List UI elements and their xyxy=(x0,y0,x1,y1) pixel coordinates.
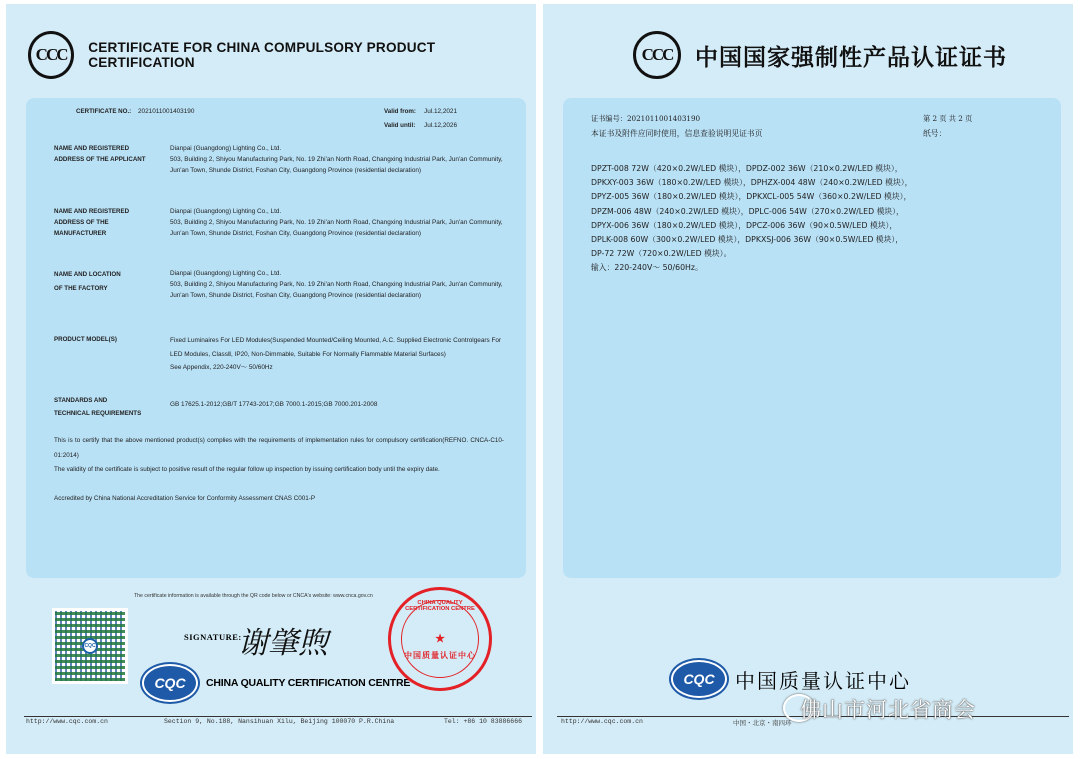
valid-until-label: Valid until: xyxy=(384,122,416,129)
cert-no-cn: 证书编号：2021011001403190 xyxy=(591,114,701,123)
qr-code[interactable] xyxy=(52,608,128,684)
footer-url-en[interactable]: http://www.cqc.com.cn xyxy=(26,718,108,725)
factory-row xyxy=(54,268,509,320)
qr-cqc-icon: CQC xyxy=(82,638,98,654)
usage-note: 本证书及附件应同时使用，信息查验说明见证书页 xyxy=(591,129,763,138)
model-list xyxy=(591,162,1051,261)
qr-note: The certificate information is available through the QR code below or CNCA's website: www.cnca.gov.cn xyxy=(134,593,373,599)
accreditation-statement: Accredited by China National Accreditation Service for Conformity Assessment CNAS C001-P xyxy=(54,495,316,502)
centre-name-cn: 中国质量认证中心 xyxy=(735,668,911,693)
ccc-logo-icon: CCC xyxy=(28,31,74,79)
ccc-logo-icon: CCC xyxy=(633,31,681,79)
footer-address-en: Section 9, No.188, Nansihuan Xilu, Beijing 100070 P.R.China xyxy=(164,718,395,725)
model-line: DPLK-008 60W（300×0.2W/LED 模块），DPKXSJ-006 36W（90×0.5W/LED 模块）， xyxy=(591,235,904,245)
product-value: Fixed Luminaires For LED Modules(Suspended Mounted/Ceiling Mounted, A.C. Supplied Electronic Controlgears For LED Modules, ClassⅡ, IP20, Non-Dimmable, Suitable For Normally Flammable Material Surfaces) See Appendix, 220-240V～ 50/60Hz xyxy=(170,337,502,371)
seal-star: ★ xyxy=(435,633,445,645)
footer-tel: Tel: +86 10 83886666 xyxy=(444,718,523,725)
model-line: DPZT-008 72W（420×0.2W/LED 模块），DPDZ-002 36W（210×0.2W/LED 模块）， xyxy=(591,164,903,173)
cqc-logo-icon: CQC xyxy=(142,664,198,702)
model-line: DPYZ-005 36W（180×0.2W/LED 模块），DPKXCL-005 54W（360×0.2W/LED 模块）， xyxy=(591,192,912,202)
qr-pattern xyxy=(55,611,125,681)
applicant-label: NAME AND REGISTERED ADDRESS OF THE APPLICANT xyxy=(54,145,146,163)
product-label: PRODUCT MODEL(S) xyxy=(54,336,117,343)
input-rating: 输入：220-240V～ 50/60Hz。 xyxy=(591,263,703,272)
manufacturer-row xyxy=(54,206,509,258)
signature: 谢肇煦 xyxy=(238,626,328,661)
official-seal xyxy=(388,587,492,691)
valid-until-value: Jul.12,2026 xyxy=(424,122,458,129)
model-line: DPZM-006 48W（240×0.2W/LED 模块），DPLC-006 54W（270×0.2W/LED 模块）， xyxy=(591,206,904,216)
certificate-english-page xyxy=(6,4,536,754)
seal-inner-text: 中国质量认证中心 xyxy=(404,651,476,660)
applicant-value: Dianpai (Guangdong) Lighting Co., Ltd. 503, Building 2, Shiyou Manufacturing Park, No. 19 Zhi'an North Road, Changxing Industrial Park, Jun'an Community, Jun'an Town, Shunde District, Foshan City, Guangdong Province (residential declaration) xyxy=(170,145,503,175)
cqc-logo-en xyxy=(142,664,410,702)
valid-from-value: Jul.12,2021 xyxy=(424,108,458,115)
standards-label: STANDARDS AND TECHNICAL REQUIREMENTS xyxy=(54,397,142,417)
model-line: DP-72 72W（720×0.2W/LED 模块）。 xyxy=(591,249,732,259)
page-info: 第 2 页 共 2 页 xyxy=(923,114,973,123)
english-details-panel xyxy=(26,98,526,578)
manufacturer-value: Dianpai (Guangdong) Lighting Co., Ltd. 503, Building 2, Shiyou Manufacturing Park, No. 19 Zhi'an North Road, Changxing Industrial Park, Jun'an Community, Jun'an Town, Shunde District, Foshan City, Guangdong Province (residential declaration) xyxy=(170,208,503,238)
applicant-row xyxy=(54,143,509,195)
cqc-logo-cn xyxy=(671,660,911,698)
certificate-chinese-page xyxy=(543,4,1073,754)
model-line: DPYX-006 36W（180×0.2W/LED 模块），DPCZ-006 36W（90×0.5W/LED 模块）， xyxy=(591,220,898,230)
product-row xyxy=(54,334,509,386)
centre-name-en: CHINA QUALITY CERTIFICATION CENTRE xyxy=(206,677,411,689)
chinese-title: 中国国家强制性产品认证证书 xyxy=(695,44,1007,71)
certify-statement: This is to certify that the above mentioned product(s) complies with the requirements of implementation rules for compulsory certification(REFNO. CNCA-C10-01:2014) xyxy=(54,437,504,459)
factory-label: NAME AND LOCATION OF THE FACTORY xyxy=(54,271,121,292)
standards-value: GB 17625.1-2012;GB/T 17743-2017;GB 7000.1-2015;GB 7000.201-2008 xyxy=(170,401,378,408)
manufacturer-label: NAME AND REGISTERED ADDRESS OF THE MANUFACTURER xyxy=(54,208,130,237)
factory-value: Dianpai (Guangdong) Lighting Co., Ltd. 503, Building 2, Shiyou Manufacturing Park, No. 19 Zhi'an North Road, Changxing Industrial Park, Jun'an Community, Jun'an Town, Shunde District, Foshan City, Guangdong Province (residential declaration) xyxy=(170,270,503,300)
validity-statement: The validity of the certificate is subject to positive result of the regular follow up inspection by issuing certification body until the expiry date. xyxy=(54,466,440,473)
footer-address-cn: 中国・北京・南四环 xyxy=(733,719,792,727)
signature-label: SIGNATURE: xyxy=(184,632,242,642)
valid-from-label: Valid from: xyxy=(384,108,416,115)
cert-no-label: CERTIFICATE NO.: xyxy=(76,108,132,115)
paper-no: 纸号： xyxy=(923,129,947,138)
chinese-header xyxy=(633,30,1063,80)
watermark-text: 佛山市河北省商会 xyxy=(800,698,976,722)
chinese-details-panel xyxy=(563,98,1061,578)
cqc-logo-icon: CQC xyxy=(671,660,727,698)
footer-url-cn[interactable]: http://www.cqc.com.cn xyxy=(561,718,643,725)
seal-outer-text: CHINA QUALITY CERTIFICATION CENTRE xyxy=(405,600,475,612)
cert-no-value: 2021011001403190 xyxy=(138,108,195,115)
standards-row xyxy=(54,394,509,424)
model-line: DPKXY-003 36W（180×0.2W/LED 模块），DPHZX-004 48W（240×0.2W/LED 模块）， xyxy=(591,178,913,188)
english-header xyxy=(28,30,526,80)
footer-divider xyxy=(24,716,532,717)
english-title: CERTIFICATE FOR CHINA COMPULSORY PRODUCT CERTIFICATION xyxy=(88,40,436,70)
